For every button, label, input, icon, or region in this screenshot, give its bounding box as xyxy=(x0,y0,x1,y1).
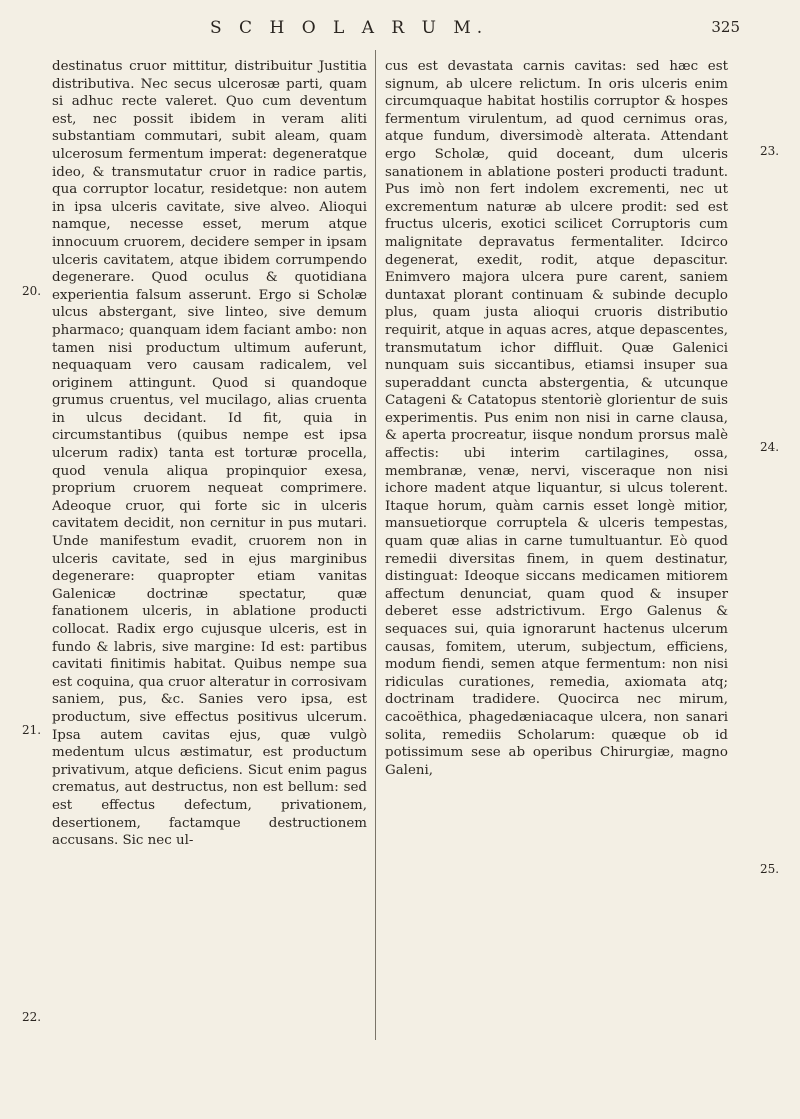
margin-number-24: 24. xyxy=(760,440,780,454)
margin-number-20: 20. xyxy=(22,284,42,298)
column-divider xyxy=(375,50,376,1040)
margin-number-22: 22. xyxy=(22,1010,42,1024)
page-number: 325 xyxy=(711,18,740,36)
right-column xyxy=(385,58,728,779)
margin-number-23: 23. xyxy=(760,144,780,158)
running-title: S C H O L A R U M. xyxy=(210,18,489,38)
left-column-text: destinatus cruor mittitur, distribuitur Justitia distributiva. Nec secus ulcerosæ parti, quam si adhuc recte valeret. Quo cum deventum est, nec possit ibidem in veram aliti substantiam commutari, subit aleam, quam ulcerosum fermentum imperat: degeneratque ideo, & transmutatur cruor in radice partis, qua corruptor locatur, residetque: non autem in ipsa ulceris cavitate, sive alveo. Alioqui namque, necesse esset, merum atque innocuum cruorem, decidere semper in ipsam ulceris cavitatem, atque ibidem corrumpendo degenerare. Quod oculus & quotidiana experientia falsum asserunt. Ergo si Scholæ ulcus abstergant, sive linteo, sive demum pharmaco; quanquam idem faciant ambo: non tamen nisi productum ultimum auferunt, nequaquam vero causam radicalem, vel originem attingunt. Quod si quandoque grumus cruentus, vel mucilago, alias cruenta in ulcus decidant. Id fit, quia in circumstantibus (quibus nempe est ipsa ulcerum radix) tanta est torturæ procella, quod venula aliqua propinquior exesa, proprium cruorem nequeat comprimere. Adeoque cruor, qui forte sic in ulceris cavitatem decidit, non cernitur in pus mutari. Unde manifestum evadit, cruorem non in ulceris cavitate, sed in ejus marginibus degenerare: quapropter etiam vanitas Galenicæ doctrinæ spectatur, quæ fanationem ulceris, in ablatione producti collocat. Radix ergo cujusque ulceris, est in fundo & labris, sive margine: Id est: partibus cavitati finitimis habitat. Quibus nempe sua est coquina, qua cruor alteratur in corrosivam saniem, pus, &c. Sanies vero ipsa, est productum, sive effectus positivus ulcerum. Ipsa autem cavitas ejus, quæ vulgò medentum ulcus æstimatur, est productum privativum, atque deficiens. Sicut enim pagus crematus, aut destructus, non est bellum: sed est effectus defectum, privationem, desertionem, factamque destructionem accusans. Sic nec ul- xyxy=(52,59,367,849)
margin-number-21: 21. xyxy=(22,723,42,737)
margin-number-25: 25. xyxy=(760,862,780,876)
page-header xyxy=(180,14,740,44)
left-column xyxy=(52,58,367,850)
right-column-text: cus est devastata carnis cavitas: sed hæc est signum, ab ulcere relictum. In oris ulceris enim circumquaque habitat hostilis corruptor & hospes fermentum virulentum, ad quod cernimus oras, atque fundum, diversimodè alterata. Attendant ergo Scholæ, quid doceant, dum ulceris sanationem in ablatione posteri producti tradunt. Pus imò non fert indolem excrementi, nec ut excrementum naturæ ab ulcere prodit: sed est fructus ulceris, exotici scilicet Corruptoris cum malignitate depravatus fermentaliter. Idcirco degenerat, exedit, rodit, atque depascitur. Enimvero majora ulcera pure carent, saniem duntaxat plorant continuam & subinde decuplo plus, quam justa alioqui cruoris distributio requirit, atque in aquas acres, atque depascentes, transmutatum ichor diffluit. Quæ Galenici nunquam suis siccantibus, etiamsi insuper sua superaddant cuncta abstergentia, & utcunque Catageni & Catatopus stentoriè glorientur de suis experimentis. Pus enim non nisi in carne clausa, & aperta procreatur, iisque nondum prorsus malè affectis: ubi interim cartilagines, ossa, membranæ, venæ, nervi, visceraque non nisi ichore madent atque liquantur, si ulcus tolerent. Itaque horum, quàm carnis esset longè mitior, mansuetiorque corruptela & ulceris tempestas, quam quæ alias in carne tumultuantur. Eò quod remedii diversitas finem, in quem destinatur, distinguat: Ideoque siccans medicamen mitiorem affectum denunciat, quam quod & insuper deberet esse adstrictivum. Ergo Galenus & sequaces sui, quia ignorarunt hactenus ulcerum causas, fomitem, uterum, subjectum, efficiens, modum fiendi, semen atque fermentum: non nisi ridiculas curationes, remedia, axiomata atq; doctrinam tradidere. Quocirca nec mirum, cacoëthica, phagedæniacaque ulcera, non sanari solita, remediis Scholarum: quæque ob id potissimum sese ab operibus Chirurgiæ, magno Galeni, xyxy=(385,59,728,778)
